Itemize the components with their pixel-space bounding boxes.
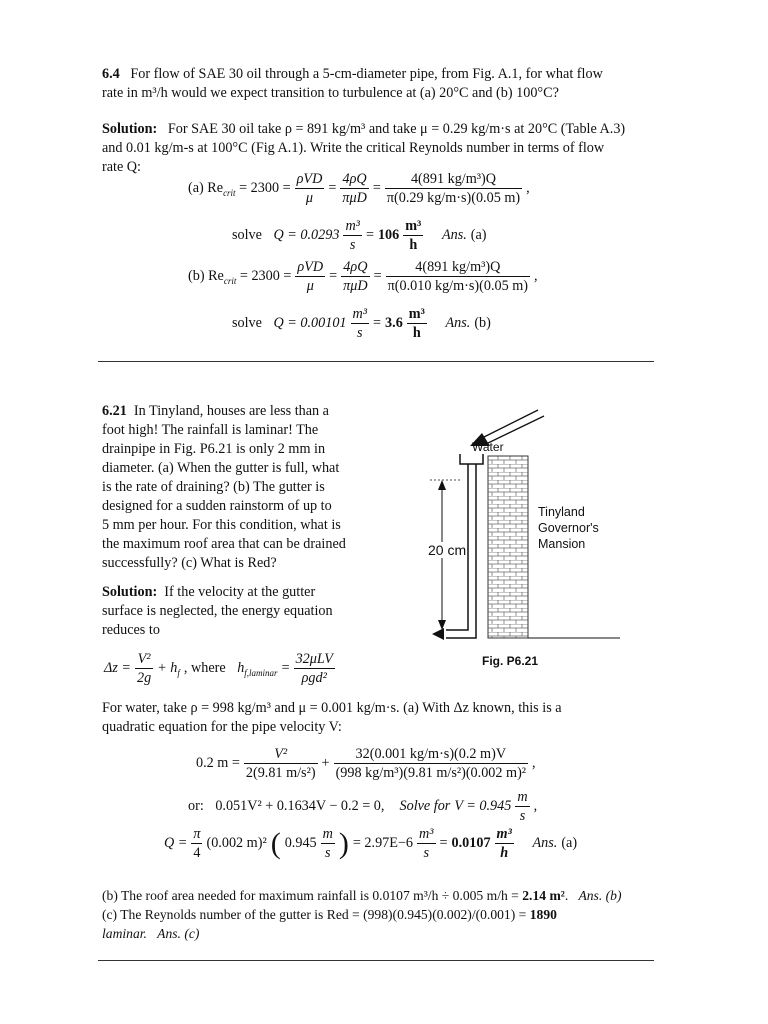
- problem-number: 6.21: [102, 403, 127, 419]
- solution-line: reduces to: [102, 622, 160, 638]
- eq-text: (a) Re: [188, 180, 224, 196]
- eq-text: Δz =: [104, 660, 131, 676]
- eq-sub: f: [177, 667, 180, 678]
- eq-text: = 2300 =: [239, 180, 291, 196]
- denominator: s: [349, 237, 356, 253]
- question-line: drainpipe in Fig. P6.21 is only 2 mm in: [102, 441, 326, 457]
- question-line: designed for a sudden rainstorm of up to: [102, 498, 332, 514]
- section-divider: [98, 960, 654, 961]
- solution-label: Solution:: [102, 121, 158, 137]
- eq-text: = 2300 =: [239, 268, 292, 284]
- mansion-wall: [488, 456, 528, 638]
- equation-flow-rate: Q = $\frac{\pi}{4}$ (0.002 m)² ( 0.945 $\frac{m}{s}$ ) = 2.97E−6 $\frac{\text{m³}}{s}$ = 0.0107 $\frac{\text{m³}}{h}$ Ans. (a): [164, 826, 578, 861]
- eq-text: (b) Re: [188, 268, 224, 284]
- fraction: [351, 305, 370, 342]
- denominator: s: [519, 808, 526, 824]
- denominator: s: [423, 845, 430, 861]
- mansion-label-line: Mansion: [538, 537, 586, 551]
- ans-tag: (a): [470, 227, 487, 243]
- outflow-arrow: [432, 628, 444, 640]
- eq-text: 0.2 m =: [196, 755, 240, 771]
- ans-label: Ans.: [445, 315, 471, 331]
- denominator: πμD: [343, 278, 368, 294]
- numerator: m³: [405, 218, 422, 234]
- denominator: 2(9.81 m/s²): [245, 765, 316, 781]
- equation-6-4-b: (b) $Re_{crit} = 2300$ = $\frac{\text{ρVD}}{\mu}$ = $\frac{4\rho Q}{\text{πμD}}$ = $\frac{\text{4(891 kg/m³)Q}}{\pi(0.010 kg/m\cdot s)(0.05 m)}$ ,: [188, 259, 538, 294]
- denominator: μ: [306, 278, 314, 294]
- question-line: rate in m³/h would we expect transition to turbulence at (a) 20°C and (b) 100°C?: [102, 85, 559, 101]
- eq-sub: crit: [223, 187, 236, 198]
- denominator: s: [357, 325, 363, 341]
- figure-p6-21: [420, 400, 660, 685]
- mansion-label-line: Governor's: [538, 521, 599, 535]
- eq-text: 0.945: [284, 835, 317, 851]
- fraction: [321, 825, 335, 862]
- answer-value: 1890: [529, 907, 557, 922]
- equation-energy: [104, 650, 335, 687]
- fraction: [340, 170, 368, 207]
- ans-label: Ans. (c): [157, 926, 200, 941]
- numerator: π: [193, 826, 201, 842]
- ans-tag: (a): [561, 835, 578, 851]
- question-line: is the rate of draining? (b) The gutter is: [102, 479, 325, 495]
- text-line: For water, take ρ = 998 kg/m³ and μ = 0.001 kg/m·s. (a) With Δz known, this is a: [102, 700, 562, 716]
- numerator: m: [517, 789, 528, 805]
- mansion-label-line: Tinyland: [538, 505, 585, 519]
- fraction: [295, 170, 325, 207]
- answer-value: 2.14 m²: [522, 888, 565, 903]
- mansion-label: [538, 504, 599, 552]
- section-divider: [98, 361, 654, 362]
- numerator: 4(891 kg/m³)Q: [386, 258, 530, 277]
- fraction: [341, 258, 369, 295]
- fraction: [244, 745, 318, 782]
- eq-text: solve: [232, 315, 262, 331]
- problem-6-21-statement: [102, 402, 366, 573]
- solution-label: Solution:: [102, 584, 158, 600]
- eq-text: (0.002 m)²: [206, 835, 267, 851]
- denominator: h: [412, 325, 421, 341]
- question-line: In Tinyland, houses are less than a: [133, 403, 329, 419]
- denominator: π(0.010 kg/m·s)(0.05 m): [387, 278, 528, 294]
- denominator: s: [324, 845, 331, 861]
- eq-text: or:: [188, 798, 204, 814]
- fraction: [403, 217, 423, 254]
- fraction: [515, 788, 529, 825]
- eq-text: h: [237, 660, 245, 676]
- fraction: [385, 170, 522, 207]
- fraction: [135, 650, 153, 687]
- eq-text: +: [321, 755, 330, 771]
- numerator: 4ρQ: [340, 170, 368, 189]
- denominator: h: [409, 237, 418, 253]
- question-line: 5 mm per hour. For this condition, what is: [102, 517, 341, 533]
- fraction: [417, 825, 436, 862]
- numerator: ρVD: [296, 171, 323, 187]
- eq-text: , where: [183, 660, 226, 676]
- eq-text: = 2.97E−6: [352, 835, 414, 851]
- fraction: [191, 825, 202, 862]
- equation-6-4-a-solve: solve Q = 0.0293 $\frac{\text{m³}}{s}$ = 106 $\frac{\text{m³}}{h}$ Ans. (a): [232, 218, 487, 253]
- water-label: Water: [472, 440, 504, 454]
- denominator: h: [500, 845, 509, 861]
- solution-line: rate Q:: [102, 159, 141, 175]
- solution-line: If the velocity at the gutter: [164, 584, 316, 600]
- eq-text: Q = 0.0293: [273, 227, 340, 243]
- numerator: V²: [244, 745, 318, 764]
- denominator: 4: [193, 845, 201, 861]
- figure-caption: Fig. P6.21: [482, 654, 539, 668]
- eq-sub: crit: [223, 275, 237, 286]
- ans-label: Ans.: [532, 835, 558, 851]
- fraction: [386, 258, 530, 295]
- text-line: laminar.: [102, 926, 147, 941]
- solution-line: For SAE 30 oil take ρ = 891 kg/m³ and take μ = 0.29 kg/m·s at 20°C (Table A.3): [167, 121, 626, 137]
- numerator: m³: [419, 826, 434, 842]
- eq-text: Q = 0.00101: [273, 315, 347, 331]
- gutter: [460, 454, 483, 464]
- text-line: (b) The roof area needed for maximum rainfall is 0.0107 m³/h ÷ 0.005 m/h =: [102, 888, 519, 903]
- numerator: m³: [345, 218, 360, 234]
- numerator: V²: [135, 650, 153, 669]
- numerator: m³: [352, 306, 368, 322]
- eq-text: Solve for: [399, 798, 451, 814]
- eq-text: V = 0.945: [454, 798, 512, 814]
- fraction: [334, 745, 528, 782]
- equation-6-4-a: (a) $Re_{crit} = 2300$ = $\frac{\text{ρVD}}{\mu}$ = $\frac{4\rho Q}{\text{πμD}}$ = $\frac{\text{4(891 kg/m³)Q}}{\pi(0.29 kg/m\cdot s)(0.05 m)}$ ,: [188, 171, 530, 206]
- equation-or: or: 0.051V² + 0.1634V − 0.2 = 0, Solve for V = 0.945 $\frac{m}{s}$ ,: [188, 789, 538, 824]
- fraction: [407, 305, 427, 342]
- answer-value: 3.6: [385, 315, 403, 331]
- eq-sub: f,laminar: [244, 667, 278, 678]
- fraction: [495, 825, 514, 862]
- equation-quadratic: 0.2 m = $\frac{\text{V²}}{\text{2(9.81 m/s²)}}$ + $\frac{32(0.001 kg/m\cdot s)(0.2 m)V}{\text{(998 kg/m³)(9.81 m/s²)(0.002 m)²}}$ ,: [196, 746, 536, 781]
- fraction: [294, 650, 335, 687]
- eq-text: =: [281, 660, 290, 676]
- text-line: (c) The Reynolds number of the gutter is Red = (998)(0.945)(0.002)/(0.001) =: [102, 907, 527, 922]
- question-line: successfully? (c) What is Red?: [102, 555, 277, 571]
- question-line: foot high! The rainfall is laminar! The: [102, 422, 319, 438]
- fraction: [295, 258, 325, 295]
- numerator: m³: [496, 826, 512, 842]
- height-label: 20 cm: [428, 542, 467, 558]
- denominator: (998 kg/m³)(9.81 m/s²)(0.002 m)²: [335, 765, 527, 781]
- numerator: 4ρQ: [341, 258, 369, 277]
- eq-text: solve: [232, 227, 262, 243]
- fraction: [343, 217, 362, 254]
- denominator: μ: [305, 190, 314, 206]
- numerator: m³: [408, 306, 425, 322]
- ans-label: Ans. (b): [578, 888, 622, 903]
- answers-b-c: (b) The roof area needed for maximum rainfall is 0.0107 m³/h ÷ 0.005 m/h = 2.14 m². Ans. (b) (c) The Reynolds number of the gutter is Red = (998)(0.945)(0.002)/(0.001) = 1890 laminar. Ans. (c): [102, 888, 622, 941]
- problem-6-4-solution-text: [102, 120, 662, 177]
- ans-tag: (b): [474, 315, 491, 331]
- eq-text: + h: [157, 660, 178, 676]
- numerator: m: [322, 826, 333, 842]
- numerator: 4(891 kg/m³)Q: [385, 170, 522, 189]
- numerator: 32(0.001 kg/m·s)(0.2 m)V: [334, 745, 528, 764]
- question-line: For flow of SAE 30 oil through a 5-cm-diameter pipe, from Fig. A.1, for what flow: [130, 66, 603, 82]
- problem-6-4-statement: [102, 65, 662, 103]
- text-line: quadratic equation for the pipe velocity V:: [102, 719, 342, 735]
- problem-number: 6.4: [102, 66, 120, 82]
- question-line: diameter. (a) When the gutter is full, what: [102, 460, 340, 476]
- ans-label: Ans.: [441, 227, 467, 243]
- equation-6-4-b-solve: solve Q = 0.00101 $\frac{\text{m³}}{s}$ = 3.6 $\frac{\text{m³}}{h}$ Ans. (b): [232, 306, 491, 341]
- numerator: ρVD: [297, 259, 324, 275]
- answer-value: 106: [377, 227, 400, 243]
- answer-value: 0.0107: [451, 835, 491, 851]
- denominator: 2g: [136, 670, 152, 686]
- question-line: the maximum roof area that can be drained: [102, 536, 346, 552]
- eq-text: Q =: [164, 835, 188, 851]
- numerator: 32μLV: [295, 651, 333, 667]
- denominator: π(0.29 kg/m·s)(0.05 m): [386, 190, 521, 206]
- solution-line: and 0.01 kg/m-s at 100°C (Fig A.1). Write the critical Reynolds number in terms of flow: [102, 140, 605, 156]
- denominator: πμD: [342, 190, 367, 206]
- water-properties-text: [102, 699, 658, 737]
- denominator: ρgd²: [301, 670, 327, 686]
- solution-line: surface is neglected, the energy equation: [102, 603, 333, 619]
- problem-6-21-solution-intro: [102, 583, 366, 640]
- eq-text: 0.051V² + 0.1634V − 0.2 = 0,: [215, 798, 385, 814]
